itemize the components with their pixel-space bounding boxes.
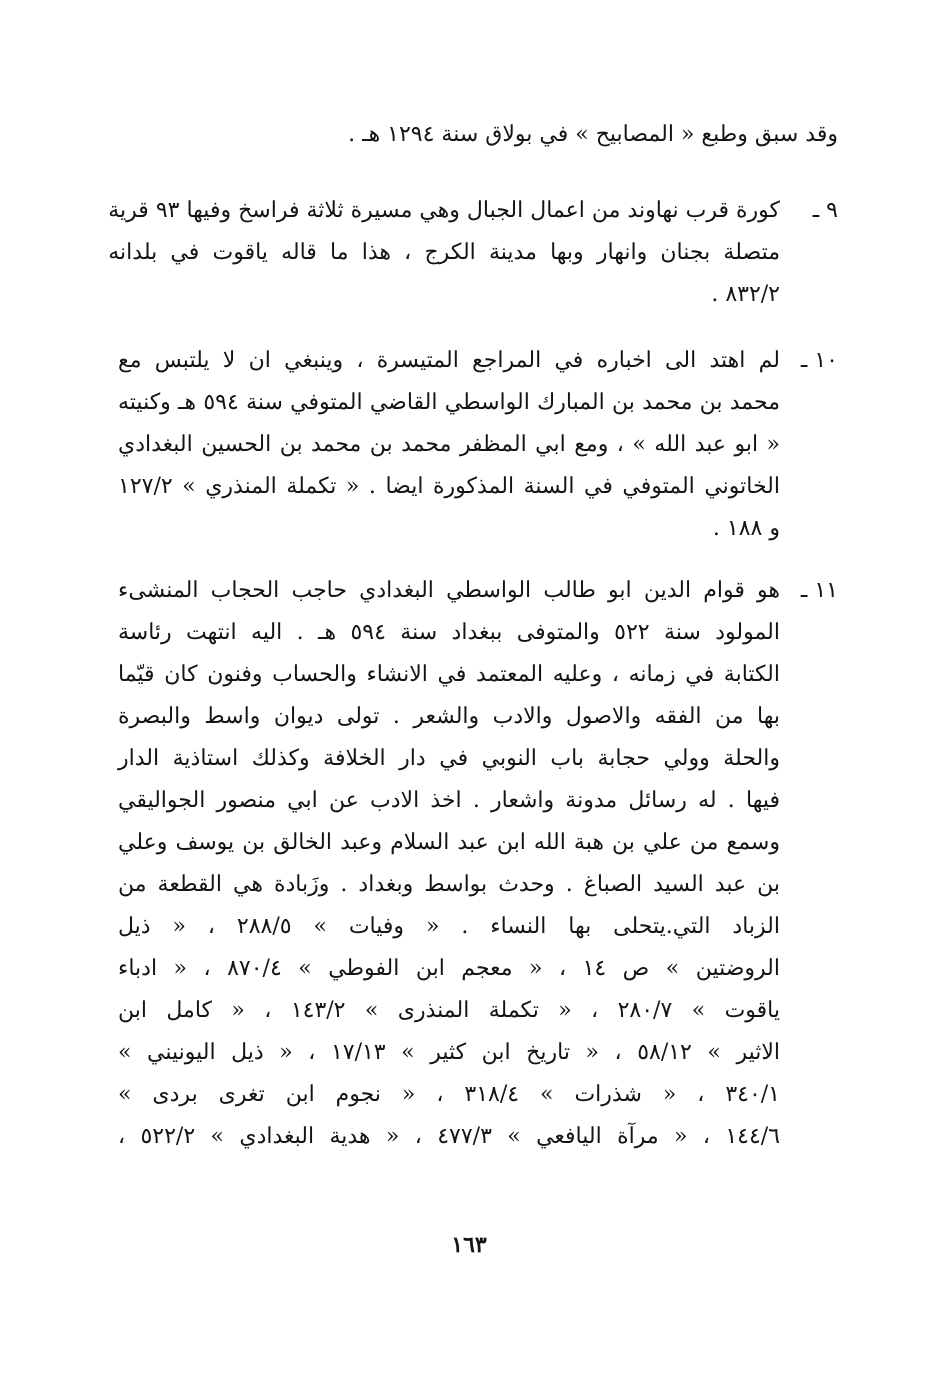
footnote-line: بها من الفقه والاصول والادب والشعر . تولى ديوان واسط والبصرة bbox=[118, 704, 780, 729]
footnote-line: ٣٤٠/١ ، « شذرات » ٣١٨/٤ ، « نجوم ابن تغرى بردى » bbox=[118, 1082, 780, 1107]
footnote-line: الكتابة في زمانه ، وعليه المعتمد في الانشاء والحساب وفنون كان قيّما bbox=[118, 662, 780, 687]
footnote-9 bbox=[108, 190, 838, 316]
footnote-line: فيها . له رسائل مدونة واشعار . اخذ الادب عن ابي منصور الجواليقي bbox=[118, 788, 780, 813]
footnote-line: كورة قرب نهاوند من اعمال الجبال وهي مسيرة ثلاثة فراسخ وفيها ٩٣ قرية bbox=[108, 198, 780, 223]
footnote-line: متصلة بجنان وانهار وبها مدينة الكرج ، هذا ما قاله ياقوت في بلدانه bbox=[108, 240, 780, 265]
footnote-10 bbox=[118, 340, 838, 550]
footnote-line: الروضتين » ص ١٤ ، « معجم ابن الفوطي » ٨٧٠/٤ ، « ادباء bbox=[118, 956, 780, 981]
footnote-line: محمد بن محمد بن المبارك الواسطي القاضي المتوفي سنة ٥٩٤ هـ وكنيته bbox=[118, 390, 780, 415]
footnote-number: ١٠ ـ bbox=[800, 348, 838, 373]
footnote-body bbox=[118, 570, 780, 1158]
footnote-line: ياقوت » ٢٨٠/٧ ، « تكملة المنذرى » ١٤٣/٢ ، « كامل ابن bbox=[118, 998, 780, 1023]
footnote-line: « ابو عبد الله » ، ومع ابي المظفر محمد بن محمد بن الحسين البغدادي bbox=[118, 432, 780, 457]
intro-line: وقد سبق وطبع « المصابيح » في بولاق سنة ١٢٩٤ هـ . bbox=[348, 122, 838, 147]
footnote-body bbox=[108, 190, 780, 316]
footnote-line: وسمع من علي بن هبة الله ابن عبد السلام وعبد الخالق بن يوسف وعلي bbox=[118, 830, 780, 855]
footnote-line: الزباد التي.يتحلى بها النساء . « وفيات » ٢٨٨/٥ ، « ذيل bbox=[118, 914, 780, 939]
footnote-body bbox=[118, 340, 780, 550]
footnote-line: ١٤٤/٦ ، « مرآة اليافعي » ٤٧٧/٣ ، « هدية البغدادي » ٥٢٢/٢ ، bbox=[118, 1124, 780, 1149]
footnote-line: ٨٣٢/٢ . bbox=[711, 282, 780, 307]
page-number: ١٦٣ bbox=[451, 1232, 487, 1258]
footnote-line: والحلة وولي حجابة باب النوبي في دار الخلافة وكذلك استاذية الدار bbox=[118, 746, 780, 771]
footnote-line: و ١٨٨ . bbox=[712, 516, 780, 541]
footnote-line: هو قوام الدين ابو طالب الواسطي البغدادي حاجب الحجاب المنشىء bbox=[118, 578, 780, 603]
footnote-line: المولود سنة ٥٢٢ والمتوفى ببغداد سنة ٥٩٤ هـ . اليه انتهت رئاسة bbox=[118, 620, 780, 645]
intro-paragraph bbox=[118, 114, 838, 156]
footnote-line: الاثير » ٥٨/١٢ ، « تاريخ ابن كثير » ١٧/١٣ ، « ذيل اليونيني » bbox=[118, 1040, 781, 1065]
footnote-number: ١١ ـ bbox=[800, 578, 838, 603]
footnote-line: لم اهتد الى اخباره في المراجع المتيسرة ، وينبغي ان لا يلتبس مع bbox=[118, 348, 780, 373]
footnote-11 bbox=[118, 570, 838, 1158]
footnote-line: بن عبد السيد الصباغ . وحدث بواسط وبغداد . وزَبادة هي القطعة من bbox=[118, 872, 780, 897]
footnote-number: ٩ ـ bbox=[812, 198, 838, 223]
footnote-line: الخاتوني المتوفي في السنة المذكورة ايضا . « تكملة المنذري » ١٢٧/٢ bbox=[118, 474, 780, 499]
